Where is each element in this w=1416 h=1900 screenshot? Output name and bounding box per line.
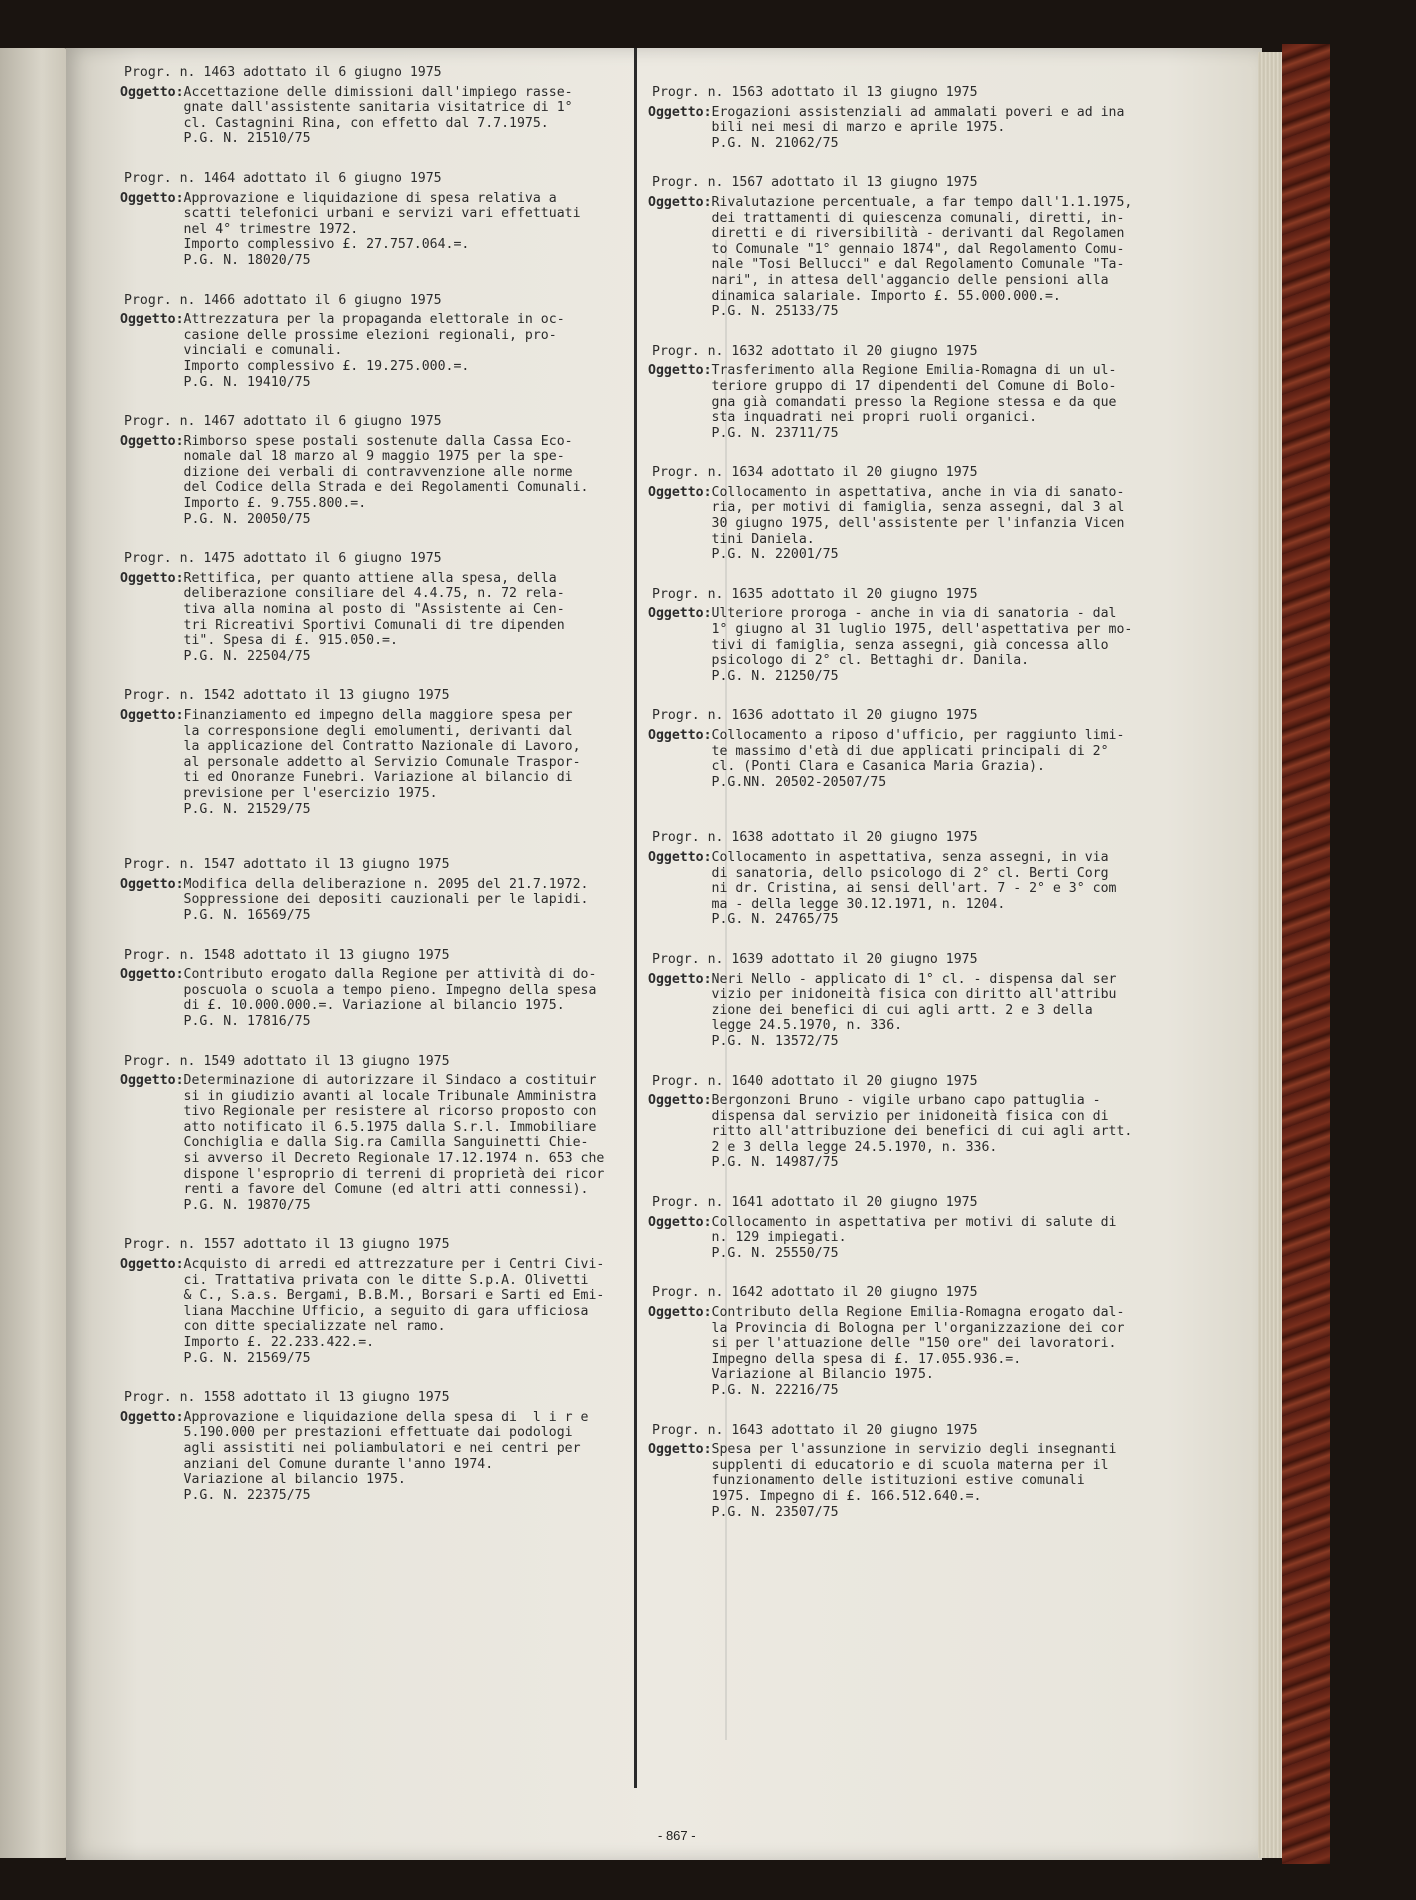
entry-heading: Progr. n. 1475 adottato il 6 giugno 1975 xyxy=(124,551,442,567)
resolution-entry xyxy=(120,1053,605,1214)
subject-line: cl. Castagnini Rina, con effetto dal 7.7.1975. xyxy=(183,115,549,131)
subject-line: cl. (Ponti Clara e Casanica Maria Grazia). xyxy=(711,759,1045,775)
subject-line: Trasferimento alla Regione Emilia-Romagna di un ul- xyxy=(711,363,1117,379)
subject-line: casione delle prossime elezioni regionali, pro- xyxy=(183,327,557,343)
subject-line: n. 129 impiegati. xyxy=(711,1230,847,1246)
subject-line: Collocamento in aspettativa per motivi di salute di xyxy=(711,1214,1117,1230)
subject-line: P.G. N. 23711/75 xyxy=(711,425,839,441)
subject-line: nomale dal 18 marzo al 9 maggio 1975 per la spe- xyxy=(183,449,565,465)
subject-line: tini Daniela. xyxy=(711,531,815,547)
subject-line: Importo £. 9.755.800.=. xyxy=(183,496,367,512)
subject-line: dispensa dal servizio per inidoneità fisica con di xyxy=(711,1108,1109,1124)
subject-text xyxy=(184,571,590,665)
subject-line: Approvazione e liquidazione della spesa di l i r e xyxy=(183,1409,589,1425)
subject-text xyxy=(184,1257,605,1366)
subject-label: Oggetto: xyxy=(648,484,712,500)
subject-line: atto notificato il 6.5.1975 dalla S.r.l. Immobiliare xyxy=(183,1119,597,1135)
subject-line: dinamica salariale. Importo £. 55.000.000.=. xyxy=(711,288,1061,304)
subject-line: Rettifica, per quanto attiene alla spesa, della xyxy=(183,570,557,586)
subject-line: Importo complessivo £. 27.757.064.=. xyxy=(183,237,470,253)
page-number: - 867 - xyxy=(658,1828,696,1843)
subject-label: Oggetto: xyxy=(648,1214,712,1230)
subject-line: P.G.NN. 20502-20507/75 xyxy=(711,774,887,790)
resolution-entry xyxy=(120,293,590,391)
entry-subject xyxy=(648,728,1125,790)
subject-line: Neri Nello - applicato di 1° cl. - dispensa dal ser xyxy=(711,971,1117,987)
resolution-entry xyxy=(120,1237,605,1366)
subject-line: Impegno della spesa di £. 17.055.936.=. xyxy=(711,1351,1022,1367)
subject-line: nari", in attesa dell'aggancio delle pensioni alla xyxy=(711,272,1109,288)
subject-text xyxy=(184,191,590,269)
subject-text xyxy=(184,85,590,147)
resolution-entry xyxy=(120,551,590,664)
entry-heading: Progr. n. 1463 adottato il 6 giugno 1975 xyxy=(124,65,442,80)
subject-line: renti a favore del Comune (ed altri atti connessi). xyxy=(183,1182,589,1198)
subject-text xyxy=(184,877,590,924)
subject-line: te massimo d'età di due applicati principali di 2° xyxy=(711,743,1109,759)
subject-line: P.G. N. 22216/75 xyxy=(711,1383,839,1398)
subject-line: P.G. N. 18020/75 xyxy=(183,252,311,268)
resolution-entry xyxy=(120,1390,590,1503)
subject-text xyxy=(712,195,1133,320)
entry-subject xyxy=(648,606,1133,684)
resolution-entry xyxy=(648,1423,1118,1521)
entry-heading: Progr. n. 1636 adottato il 20 giugno 1975 xyxy=(652,708,978,724)
subject-label: Oggetto: xyxy=(120,967,184,983)
entry-heading: Progr. n. 1547 adottato il 13 giugno 1975 xyxy=(124,857,450,873)
entry-subject xyxy=(120,191,590,269)
subject-line: Variazione al bilancio 1975. xyxy=(183,1472,406,1488)
subject-line: si avverso il Decreto Regionale 17.12.1974 n. 653 che xyxy=(183,1151,605,1167)
subject-text xyxy=(712,1093,1133,1171)
subject-line: ritto all'attribuzione dei benefici di cui agli artt. xyxy=(711,1124,1133,1140)
subject-text xyxy=(712,1442,1118,1520)
entry-subject xyxy=(120,708,590,817)
entry-heading: Progr. n. 1641 adottato il 20 giugno 1975 xyxy=(652,1195,978,1211)
entry-subject xyxy=(120,877,590,924)
subject-text xyxy=(712,606,1133,684)
entry-heading: Progr. n. 1567 adottato il 13 giugno 1975 xyxy=(652,175,978,191)
subject-line: 30 giugno 1975, dell'assistente per l'infanzia Vicen xyxy=(711,516,1125,532)
subject-line: P.G. N. 21250/75 xyxy=(711,668,839,684)
subject-text xyxy=(184,1410,590,1504)
subject-line: previsione per l'esercizio 1975. xyxy=(183,785,438,801)
subject-line: di £. 10.000.000.=. Variazione al bilancio 1975. xyxy=(183,998,565,1014)
subject-line: 2 e 3 della legge 24.5.1970, n. 336. xyxy=(711,1139,998,1155)
entry-heading: Progr. n. 1558 adottato il 13 giugno 1975 xyxy=(124,1390,450,1406)
entry-subject xyxy=(648,1215,1118,1262)
facing-page-edge xyxy=(0,48,70,1858)
subject-line: 1° giugno al 31 luglio 1975, dell'aspettativa per mo- xyxy=(711,622,1133,638)
subject-line: anziani del Comune durante l'anno 1974. xyxy=(183,1456,494,1472)
subject-line: P.G. N. 21529/75 xyxy=(183,801,311,817)
subject-line: liana Macchine Ufficio, a seguito di gara ufficiosa xyxy=(183,1303,589,1319)
subject-line: P.G. N. 17816/75 xyxy=(183,1013,311,1029)
entry-heading: Progr. n. 1640 adottato il 20 giugno 1975 xyxy=(652,1073,978,1089)
subject-line: P.G. N. 21062/75 xyxy=(711,135,839,151)
resolution-entry xyxy=(648,1285,1125,1398)
subject-line: P.G. N. 14987/75 xyxy=(711,1155,839,1171)
resolution-entry xyxy=(120,171,590,269)
subject-label: Oggetto: xyxy=(648,849,712,865)
subject-line: P.G. N. 25133/75 xyxy=(711,304,839,320)
subject-text xyxy=(712,485,1125,563)
subject-line: bili nei mesi di marzo e aprile 1975. xyxy=(711,120,1006,136)
subject-label: Oggetto: xyxy=(120,433,184,449)
subject-line: Soppressione dei depositi cauzionali per le lapidi. xyxy=(183,892,589,908)
entry-subject xyxy=(648,1093,1133,1171)
subject-line: al personale addetto al Servizio Comunale Traspor- xyxy=(183,754,581,770)
left-column xyxy=(120,65,605,1527)
subject-line: con ditte specializzate nel ramo. xyxy=(183,1319,446,1335)
resolution-entry xyxy=(648,175,1133,320)
subject-line: vizio per inidoneità fisica con diritto all'attribu xyxy=(711,987,1117,1003)
subject-label: Oggetto: xyxy=(120,708,184,723)
subject-line: vinciali e comunali. xyxy=(183,343,343,359)
subject-line: Approvazione e liquidazione di spesa relativa a xyxy=(183,190,557,206)
subject-line: Finanziamento ed impegno della maggiore spesa per xyxy=(183,708,573,723)
resolution-entry xyxy=(120,65,590,147)
subject-text xyxy=(712,1305,1125,1399)
subject-line: gnate dall'assistente sanitaria visitatrice di 1° xyxy=(183,100,573,116)
entry-subject xyxy=(648,1305,1125,1399)
subject-label: Oggetto: xyxy=(120,1073,184,1089)
subject-text xyxy=(712,850,1118,928)
subject-line: Collocamento in aspettativa, anche in via di sanato- xyxy=(711,484,1125,500)
entry-subject xyxy=(648,104,1125,152)
entry-heading: Progr. n. 1466 adottato il 6 giugno 1975 xyxy=(124,292,442,308)
subject-text xyxy=(184,967,597,1029)
subject-line: Attrezzatura per la propaganda elettorale in oc- xyxy=(183,312,565,328)
entry-heading: Progr. n. 1635 adottato il 20 giugno 1975 xyxy=(652,586,978,602)
subject-line: deliberazione consiliare del 4.4.75, n. 72 rela- xyxy=(183,586,565,602)
subject-line: poscuola o scuola a tempo pieno. Impegno della spesa xyxy=(183,982,597,998)
subject-line: la applicazione del Contratto Nazionale di Lavoro, xyxy=(183,739,581,755)
resolution-entry xyxy=(648,465,1125,563)
subject-line: la corresponsione degli emolumenti, derivanti dal xyxy=(183,723,573,739)
subject-line: Erogazioni assistenziali ad ammalati poveri e ad ina xyxy=(711,104,1125,120)
subject-line: Contributo erogato dalla Regione per attività di do- xyxy=(183,967,597,983)
subject-line: 1975. Impegno di £. 166.512.640.=. xyxy=(711,1488,982,1504)
resolution-entry xyxy=(648,952,1118,1050)
subject-line: Ulteriore proroga - anche in via di sanatoria - dal xyxy=(711,606,1117,622)
subject-line: legge 24.5.1970, n. 336. xyxy=(711,1018,903,1034)
subject-line: P.G. N. 22375/75 xyxy=(183,1487,311,1503)
subject-label: Oggetto: xyxy=(120,876,184,892)
subject-line: Conchiglia e dalla Sig.ra Camilla Sanguinetti Chie- xyxy=(183,1135,589,1151)
entry-subject xyxy=(648,194,1133,320)
entry-heading: Progr. n. 1639 adottato il 20 giugno 1975 xyxy=(652,951,978,967)
subject-line: si in giudizio avanti al locale Tribunale Amministra xyxy=(183,1088,597,1104)
subject-text xyxy=(712,105,1125,152)
subject-line: Variazione al Bilancio 1975. xyxy=(711,1367,934,1383)
subject-line: tivo Regionale per resistere al ricorso proposto con xyxy=(183,1104,597,1120)
subject-label: Oggetto: xyxy=(648,971,712,987)
subject-line: P.G. N. 22504/75 xyxy=(183,648,311,664)
entry-subject xyxy=(648,850,1118,928)
subject-line: diretti e di riversibilità - derivanti dal Regolamen xyxy=(711,226,1125,242)
subject-line: Importo £. 22.233.422.=. xyxy=(183,1335,375,1350)
subject-label: Oggetto: xyxy=(648,1305,712,1321)
entry-subject xyxy=(120,1257,605,1366)
entry-heading: Progr. n. 1638 adottato il 20 giugno 1975 xyxy=(652,830,978,846)
subject-line: Rivalutazione percentuale, a far tempo dall'1.1.1975, xyxy=(711,194,1133,210)
subject-line: to Comunale "1° gennaio 1874", dal Regolamento Comu- xyxy=(711,241,1125,257)
subject-line: P.G. N. 21510/75 xyxy=(183,131,311,147)
right-column xyxy=(648,85,1133,1544)
subject-line: Collocamento in aspettativa, senza assegni, in via xyxy=(711,849,1109,865)
entry-heading: Progr. n. 1548 adottato il 13 giugno 1975 xyxy=(124,947,450,963)
subject-label: Oggetto: xyxy=(120,312,184,328)
subject-line: nel 4° trimestre 1972. xyxy=(183,221,359,237)
subject-line: zione dei benefici di cui agli artt. 2 e 3 della xyxy=(711,1002,1093,1018)
entry-subject xyxy=(120,312,590,390)
subject-line: teriore gruppo di 17 dipendenti del Comune di Bolo- xyxy=(711,378,1117,394)
subject-line: tivi di famiglia, senza assegni, già concessa allo xyxy=(711,637,1109,653)
subject-line: ma - della legge 30.12.1971, n. 1204. xyxy=(711,896,1006,912)
subject-line: Collocamento a riposo d'ufficio, per raggiunto limi- xyxy=(711,728,1125,743)
subject-line: Bergonzoni Bruno - vigile urbano capo pattuglia - xyxy=(711,1093,1101,1109)
resolution-entry xyxy=(120,688,590,817)
resolution-entry xyxy=(648,85,1125,151)
subject-label: Oggetto: xyxy=(648,194,712,210)
subject-line: gna già comandati presso la Regione stessa e da que xyxy=(711,394,1117,410)
resolution-entry xyxy=(648,586,1133,685)
resolution-entry xyxy=(648,830,1118,928)
subject-line: supplenti di educatorio e di scuola materna per il xyxy=(711,1457,1109,1473)
entry-subject xyxy=(120,967,597,1029)
subject-line: dispone l'esproprio di terreni di proprietà dei ricor xyxy=(183,1166,605,1182)
entry-subject xyxy=(648,363,1118,441)
subject-line: psicologo di 2° cl. Bettaghi dr. Danila. xyxy=(711,653,1030,669)
entry-heading: Progr. n. 1563 adottato il 13 giugno 1975 xyxy=(652,85,978,100)
subject-label: Oggetto: xyxy=(120,1409,184,1425)
subject-line: P.G. N. 23507/75 xyxy=(711,1504,839,1520)
subject-text xyxy=(184,434,590,528)
entry-subject xyxy=(648,484,1125,563)
subject-label: Oggetto: xyxy=(120,1257,184,1273)
subject-line: dizione dei verbali di contravvenzione alle norme xyxy=(183,464,573,480)
column-divider xyxy=(634,48,637,1788)
subject-line: ci. Trattativa privata con le ditte S.p.A. Olivetti xyxy=(183,1272,589,1288)
subject-line: Determinazione di autorizzare il Sindaco a costituir xyxy=(183,1073,597,1089)
subject-label: Oggetto: xyxy=(648,1442,712,1458)
subject-label: Oggetto: xyxy=(120,190,184,206)
subject-line: ti". Spesa di £. 915.050.=. xyxy=(183,633,398,649)
subject-line: scatti telefonici urbani e servizi vari effettuati xyxy=(183,206,581,222)
subject-text xyxy=(712,1215,1118,1262)
subject-line: tri Ricreativi Sportivi Comunali di tre dipenden xyxy=(183,617,565,633)
entry-subject xyxy=(648,972,1118,1050)
entry-heading: Progr. n. 1467 adottato il 6 giugno 1975 xyxy=(124,414,442,430)
subject-line: sta inquadrati nei propri ruoli organici. xyxy=(711,410,1038,426)
subject-line: ti ed Onoranze Funebri. Variazione al bilancio di xyxy=(183,770,573,786)
subject-line: Importo complessivo £. 19.275.000.=. xyxy=(183,358,470,374)
subject-line: si per l'attuazione delle "150 ore" dei lavoratori. xyxy=(711,1336,1117,1352)
subject-line: tiva alla nomina al posto di "Assistente ai Cen- xyxy=(183,602,565,618)
subject-line: nale "Tosi Bellucci" e dal Regolamento Comunale "Ta- xyxy=(711,257,1125,273)
resolution-entry xyxy=(648,1073,1133,1172)
subject-label: Oggetto: xyxy=(648,728,712,743)
subject-line: P.G. N. 13572/75 xyxy=(711,1033,839,1049)
subject-line: Acquisto di arredi ed attrezzature per i Centri Civi- xyxy=(183,1257,605,1273)
subject-label: Oggetto: xyxy=(648,606,712,622)
subject-line: ria, per motivi di famiglia, senza assegni, dal 3 al xyxy=(711,500,1125,516)
resolution-entry xyxy=(648,344,1118,442)
entry-subject xyxy=(120,434,590,528)
resolution-entry xyxy=(120,857,590,923)
subject-text xyxy=(184,708,590,817)
entry-heading: Progr. n. 1632 adottato il 20 giugno 1975 xyxy=(652,343,978,359)
subject-line: 5.190.000 per prestazioni effettuate dai podologi xyxy=(183,1425,573,1441)
subject-line: del Codice della Strada e dei Regolamenti Comunali. xyxy=(183,480,589,496)
subject-line: P.G. N. 25550/75 xyxy=(711,1245,839,1261)
entry-heading: Progr. n. 1542 adottato il 13 giugno 1975 xyxy=(124,688,450,704)
subject-line: P.G. N. 19410/75 xyxy=(183,374,311,390)
subject-line: ni dr. Cristina, ai sensi dell'art. 7 - 2° e 3° com xyxy=(711,881,1117,897)
entry-heading: Progr. n. 1642 adottato il 20 giugno 1975 xyxy=(652,1285,978,1301)
entry-heading: Progr. n. 1464 adottato il 6 giugno 1975 xyxy=(124,170,442,186)
resolution-entry xyxy=(120,947,597,1030)
resolution-entry xyxy=(120,414,590,527)
subject-text xyxy=(712,728,1125,790)
subject-line: P.G. N. 24765/75 xyxy=(711,912,839,928)
subject-line: Modifica della deliberazione n. 2095 del 21.7.1972. xyxy=(183,876,589,892)
subject-text xyxy=(712,363,1118,441)
subject-label: Oggetto: xyxy=(120,570,184,586)
subject-line: agli assistiti nei poliambulatori e nei centri per xyxy=(183,1440,581,1456)
subject-label: Oggetto: xyxy=(120,84,184,100)
subject-label: Oggetto: xyxy=(648,1093,712,1109)
subject-line: Contributo della Regione Emilia-Romagna erogato dal- xyxy=(711,1305,1125,1321)
subject-line: P.G. N. 22001/75 xyxy=(711,547,839,563)
resolution-entry xyxy=(648,1195,1118,1261)
entry-heading: Progr. n. 1634 adottato il 20 giugno 1975 xyxy=(652,465,978,481)
subject-line: P.G. N. 19870/75 xyxy=(183,1197,311,1213)
entry-heading: Progr. n. 1643 adottato il 20 giugno 1975 xyxy=(652,1422,978,1438)
entry-heading: Progr. n. 1549 adottato il 13 giugno 1975 xyxy=(124,1053,450,1069)
entry-subject xyxy=(120,85,590,147)
subject-text xyxy=(712,972,1118,1050)
entry-subject xyxy=(120,1073,605,1213)
subject-line: di sanatoria, dello psicologo di 2° cl. Berti Corg xyxy=(711,865,1109,881)
entry-subject xyxy=(120,571,590,665)
subject-label: Oggetto: xyxy=(648,363,712,379)
subject-text xyxy=(184,312,590,390)
subject-label: Oggetto: xyxy=(648,104,712,120)
subject-line: P.G. N. 16569/75 xyxy=(183,907,311,923)
subject-line: dei trattamenti di quiescenza comunali, diretti, in- xyxy=(711,210,1125,226)
resolution-entry xyxy=(648,708,1125,790)
entry-subject xyxy=(648,1442,1118,1520)
subject-line: P.G. N. 20050/75 xyxy=(183,511,311,527)
subject-line: Spesa per l'assunzione in servizio degli insegnanti xyxy=(711,1442,1117,1458)
subject-text xyxy=(184,1073,605,1213)
subject-line: funzionamento delle istituzioni estive comunali xyxy=(711,1473,1085,1489)
entry-heading: Progr. n. 1557 adottato il 13 giugno 1975 xyxy=(124,1237,450,1253)
subject-line: la Provincia di Bologna per l'organizzazione dei cor xyxy=(711,1320,1125,1336)
subject-line: P.G. N. 21569/75 xyxy=(183,1350,311,1366)
subject-line: Rimborso spese postali sostenute dalla Cassa Eco- xyxy=(183,433,573,449)
subject-line: Accettazione delle dimissioni dall'impiego rasse- xyxy=(183,84,573,100)
entry-subject xyxy=(120,1410,590,1504)
subject-line: & C., S.a.s. Bergami, B.B.M., Borsari e Sarti ed Emi- xyxy=(183,1288,605,1304)
marbled-cover-edge xyxy=(1282,44,1330,1864)
